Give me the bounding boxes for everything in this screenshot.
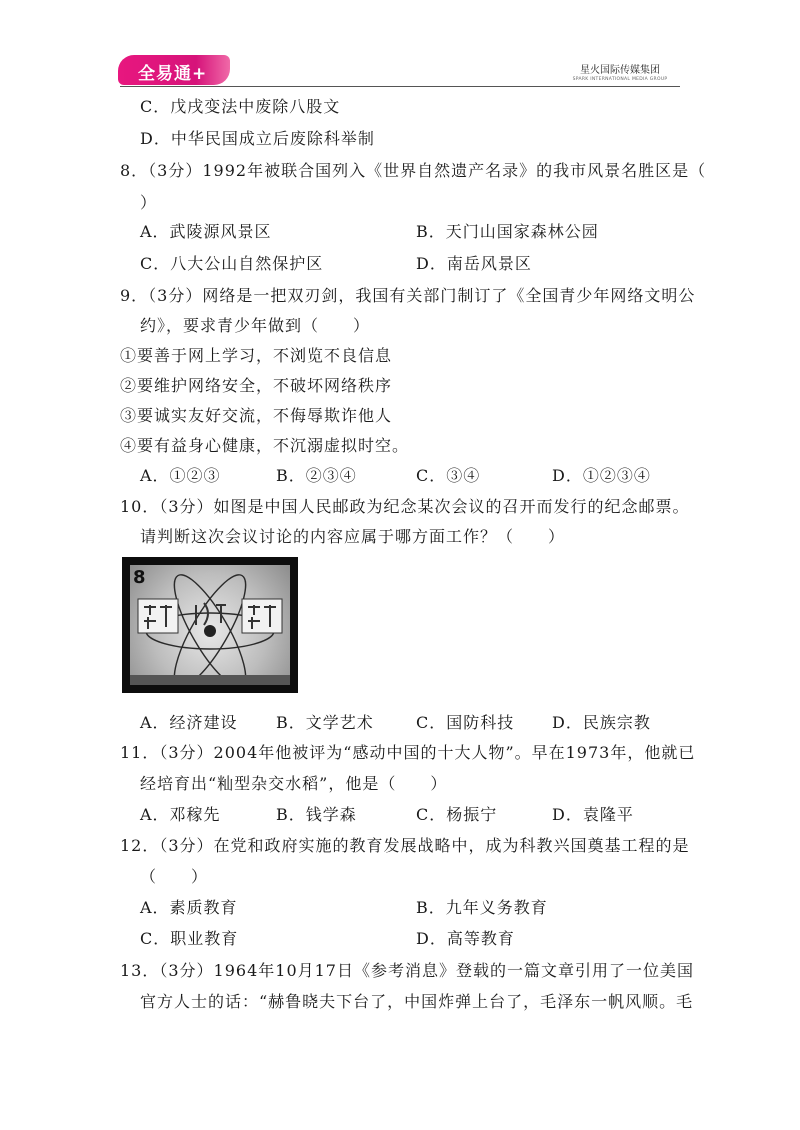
q11-option-a: A．邓稼先 xyxy=(140,805,221,824)
q12-stem-line1: 12．（3分）在党和政府实施的教育发展战略中，成为科教兴国奠基工程的是 xyxy=(120,836,690,855)
q11-option-b: B．钱学森 xyxy=(276,805,357,824)
q9-option-d: D．①②③④ xyxy=(552,466,651,485)
q11-option-c: C．杨振宁 xyxy=(416,805,498,824)
q13-stem-line1: 13．（3分）1964年10月17日《参考消息》登载的一篇文章引用了一位美国 xyxy=(120,961,694,980)
q10-option-b: B．文学艺术 xyxy=(276,713,374,732)
q10-option-d: D．民族宗教 xyxy=(552,713,651,732)
publisher-subtitle: SPARK INTERNATIONAL MEDIA GROUP xyxy=(572,77,668,82)
q9-item-3: ③要诚实友好交流，不侮辱欺诈他人 xyxy=(120,406,393,425)
q7-option-c: C．戊戌变法中废除八股文 xyxy=(140,97,341,116)
q12-option-a: A．素质教育 xyxy=(140,898,238,917)
stamp-atom-graphic xyxy=(130,565,290,685)
commemorative-stamp-image xyxy=(122,557,298,693)
q9-option-b: B．②③④ xyxy=(276,466,357,485)
q13-stem-line2: 官方人士的话：“赫鲁晓夫下台了，中国炸弹上台了，毛泽东一帆风顺。毛 xyxy=(140,992,694,1011)
q8-stem-line2: ） xyxy=(140,193,158,212)
q12-option-b: B．九年义务教育 xyxy=(416,898,548,917)
q8-option-d: D．南岳风景区 xyxy=(416,254,532,273)
q8-option-c: C．八大公山自然保护区 xyxy=(140,254,324,273)
logo-text: 全易通+ xyxy=(138,64,208,84)
q11-option-d: D．袁隆平 xyxy=(552,805,634,824)
q10-stem-line2: 请判断这次会议讨论的内容应属于哪方面工作？（ ） xyxy=(140,527,566,546)
brand-logo xyxy=(118,55,230,85)
page-header xyxy=(0,0,800,90)
q12-stem-line2: （ ） xyxy=(140,867,209,886)
q10-option-a: A．经济建设 xyxy=(140,713,238,732)
q10-stem-line1: 10．（3分）如图是中国人民邮政为纪念某次会议的召开而发行的纪念邮票。 xyxy=(120,497,690,516)
q9-item-2: ②要维护网络安全，不破坏网络秩序 xyxy=(120,376,393,395)
q9-stem-line1: 9．（3分）网络是一把双刃剑，我国有关部门制订了《全国青少年网络文明公 xyxy=(120,286,696,305)
publisher-name: 星火国际传媒集团 xyxy=(580,65,660,76)
q9-item-1: ①要善于网上学习，不浏览不良信息 xyxy=(120,346,393,365)
q12-option-c: C．职业教育 xyxy=(140,929,239,948)
q8-option-b: B．天门山国家森林公园 xyxy=(416,222,599,241)
q9-option-c: C．③④ xyxy=(416,466,481,485)
publisher-brand xyxy=(560,61,680,82)
q8-stem-line1: 8．（3分）1992年被联合国列入《世界自然遗产名录》的我市风景名胜区是（ xyxy=(120,161,707,180)
q9-stem-line2: 约》，要求青少年做到（ ） xyxy=(140,316,371,335)
q11-stem-line1: 11．（3分）2004年他被评为“感动中国的十大人物”。早在1973年，他就已 xyxy=(120,743,696,762)
q9-item-4: ④要有益身心健康，不沉溺虚拟时空。 xyxy=(120,436,410,455)
q7-option-d: D．中华民国成立后废除科举制 xyxy=(140,129,375,148)
q8-option-a: A．武陵源风景区 xyxy=(140,222,272,241)
q11-stem-line2: 经培育出“籼型杂交水稻”，他是（ ） xyxy=(140,774,448,793)
q12-option-d: D．高等教育 xyxy=(416,929,515,948)
q10-option-c: C．国防科技 xyxy=(416,713,515,732)
q9-option-a: A．①②③ xyxy=(140,466,221,485)
stamp-denomination: 8 xyxy=(133,567,146,588)
header-divider xyxy=(120,86,680,87)
